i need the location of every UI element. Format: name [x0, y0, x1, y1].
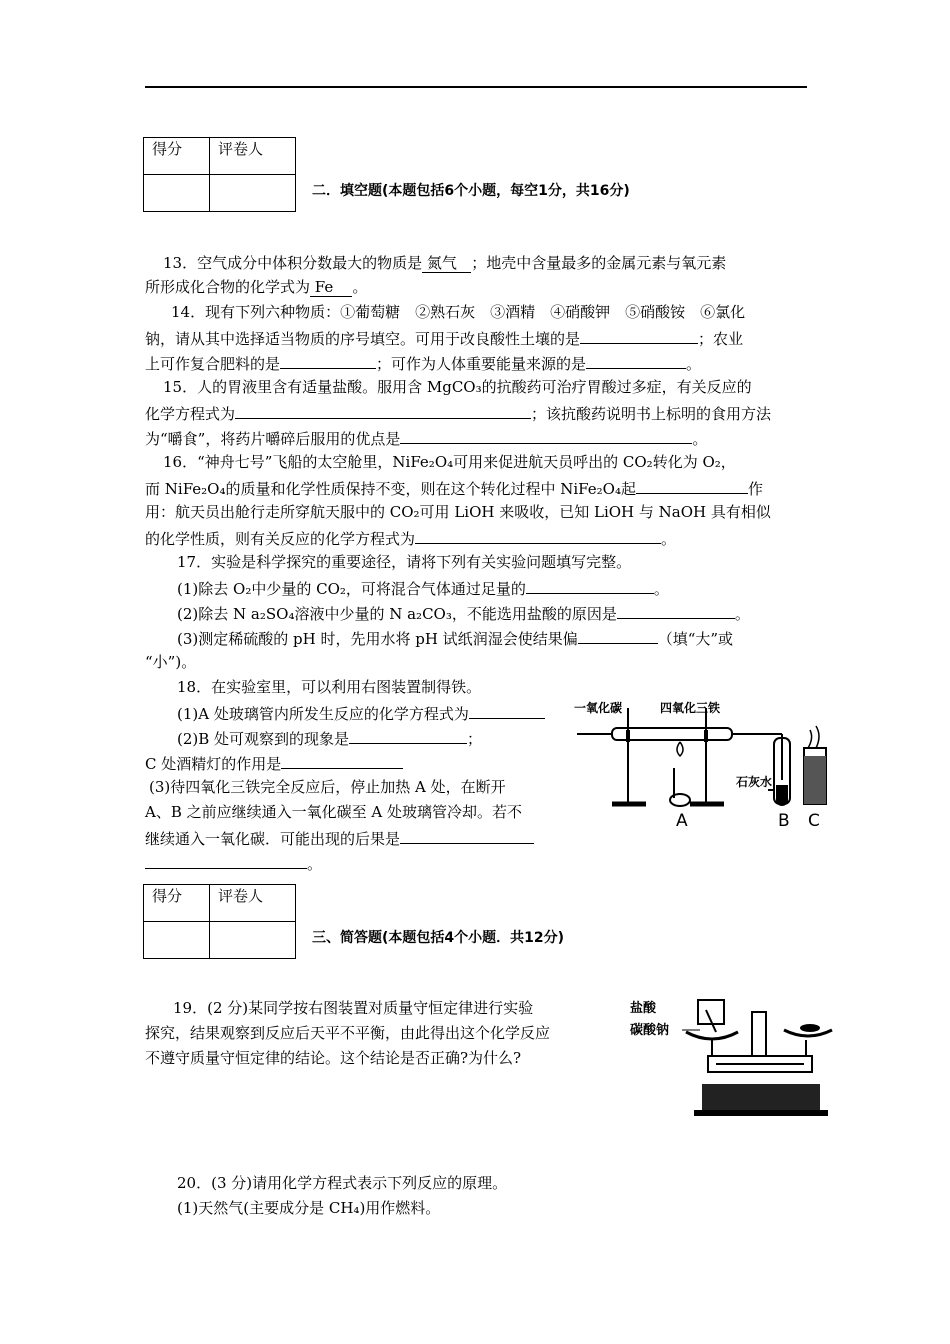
q14-line1: 14．现有下列六种物质：①葡萄糖 ②熟石灰 ③酒精 ④硝酸钾 ⑤硝酸铵 ⑥氯化 [171, 303, 746, 321]
q13-answer1: 氮气 [422, 254, 471, 273]
q16-line4: 的化学性质，则有关反应的化学方程式为 。 [145, 527, 676, 549]
q18-blank1[interactable] [469, 702, 545, 719]
grader-cell[interactable] [210, 175, 296, 212]
grader-cell[interactable] [210, 922, 296, 959]
q13-text: 。 [352, 278, 368, 296]
q18-apparatus-figure [572, 690, 836, 830]
q18-blank5[interactable] [145, 852, 307, 869]
q17-blank2[interactable] [617, 602, 735, 619]
q14-line2: 钠，请从其中选择适当物质的序号填空。可用于改良酸性土壤的是 ；农业 [145, 327, 743, 349]
q19-line1: 19．(2 分)某同学按右图装置对质量守恒定律进行实验 [173, 999, 534, 1017]
label-co: 一氧化碳 [574, 701, 623, 715]
q19-line2: 探究，结果观察到反应后天平不平衡，由此得出这个化学反应 [145, 1024, 551, 1042]
q17-line1: (1)除去 O₂中少量的 CO₂，可将混合气体通过足量的 。 [177, 577, 669, 599]
q16-blank1[interactable] [636, 477, 748, 494]
score-label: 得分 [144, 885, 210, 922]
q17-line2: (2)除去 N a₂SO₄溶液中少量的 N a₂CO₃，不能选用盐酸的原因是 。 [177, 602, 750, 624]
q15-line3: 为“嚼食”，将药片嚼碎后服用的优点是 。 [145, 427, 707, 449]
section3-title: 三、简答题(本题包括4个小题．共12分) [312, 930, 565, 946]
q17-blank3[interactable] [578, 627, 658, 644]
q13-text: ；地壳中含量最多的金属元素与氧元素 [471, 254, 727, 272]
q14-line3: 上可作复合肥料的是 ；可作为人体重要能量来源的是 。 [145, 352, 701, 374]
q19-line3: 不遵守质量守恒定律的结论。这个结论是否正确?为什么? [145, 1049, 522, 1067]
q20-line1: 20．(3 分)请用化学方程式表示下列反应的原理。 [177, 1174, 508, 1192]
q17-line0: 17．实验是科学探究的重要途径，请将下列有关实验问题填写完整。 [177, 553, 632, 571]
q18-blank3[interactable] [281, 752, 403, 769]
score-cell[interactable] [144, 922, 210, 959]
q18-line5: A、B 之前应继续通入一氧化碳至 A 处玻璃管冷却。若不 [145, 803, 522, 821]
q18-line3: C 处酒精灯的作用是 [145, 752, 403, 774]
q18-blank4[interactable] [400, 827, 534, 844]
q16-blank2[interactable] [415, 527, 661, 544]
section2-title: 二．填空题(本题包括6个小题，每空1分，共16分) [312, 183, 630, 199]
q14-blank3[interactable] [586, 352, 686, 369]
q17-line4: “小”)。 [145, 653, 197, 671]
q18-line4: (3)待四氧化三铁完全反应后，停止加热 A 处，在断开 [149, 778, 506, 796]
q18-line0: 18．在实验室里，可以利用右图装置制得铁。 [177, 678, 482, 696]
q16-line1: 16．“神舟七号”飞船的太空舱里，NiFe₂O₄可用来促进航天员呼出的 CO₂转化为 O₂， [163, 453, 736, 471]
q18-line1: (1)A 处玻璃管内所发生反应的化学方程式为 [177, 702, 545, 724]
q18-line2: (2)B 处可观察到的现象是 ； [177, 727, 482, 749]
q18-line6: 继续通入一氧化碳．可能出现的后果是 [145, 827, 534, 849]
score-table-section2 [143, 137, 296, 212]
label-limewater: 石灰水 [736, 775, 773, 789]
q14-blank2[interactable] [280, 352, 376, 369]
score-table-section3 [143, 884, 296, 959]
q13-text: 所形成化合物的化学式为 [145, 278, 311, 296]
q20-line2: (1)天然气(主要成分是 CH₄)用作燃料。 [177, 1199, 441, 1217]
label-a: A [676, 811, 688, 830]
q18-blank2[interactable] [349, 727, 467, 744]
q13-answer2: Fe [310, 278, 352, 297]
label-c: C [808, 811, 820, 830]
q15-line1: 15．人的胃液里含有适量盐酸。服用含 MgCO₃的抗酸药可治疗胃酸过多症，有关反应的 [163, 378, 752, 396]
grader-label: 评卷人 [210, 138, 296, 175]
label-fe3o4: 四氧化三铁 [660, 701, 721, 715]
q15-line2: 化学方程式为 ；该抗酸药说明书上标明的食用方法 [145, 402, 771, 424]
q16-line3: 用：航天员出舱行走所穿航天服中的 CO₂可用 LiOH 来吸收，已知 LiOH 与 NaOH 具有相似 [145, 503, 771, 521]
q18-line7: 。 [145, 852, 322, 874]
label-b: B [778, 811, 790, 830]
q15-blank2[interactable] [400, 427, 692, 444]
q13-text: 13．空气成分中体积分数最大的物质是 [163, 254, 423, 272]
q16-line2: 而 NiFe₂O₄的质量和化学性质保持不变，则在这个转化过程中 NiFe₂O₄起 作 [145, 477, 763, 499]
q14-blank1[interactable] [580, 327, 698, 344]
q13-line1 [163, 253, 726, 273]
q19-balance-figure [628, 990, 836, 1118]
label-na2co3: 碳酸钠 [630, 1023, 670, 1038]
q15-blank1[interactable] [235, 402, 531, 419]
q17-line3: (3)测定稀硫酸的 pH 时，先用水将 pH 试纸润湿会使结果偏 （填“大”或 [177, 627, 733, 649]
q13-line2 [145, 277, 367, 297]
grader-label: 评卷人 [210, 885, 296, 922]
label-hcl: 盐酸 [630, 1001, 657, 1016]
q17-blank1[interactable] [526, 577, 654, 594]
score-label: 得分 [144, 138, 210, 175]
score-cell[interactable] [144, 175, 210, 212]
header-rule [145, 86, 807, 88]
